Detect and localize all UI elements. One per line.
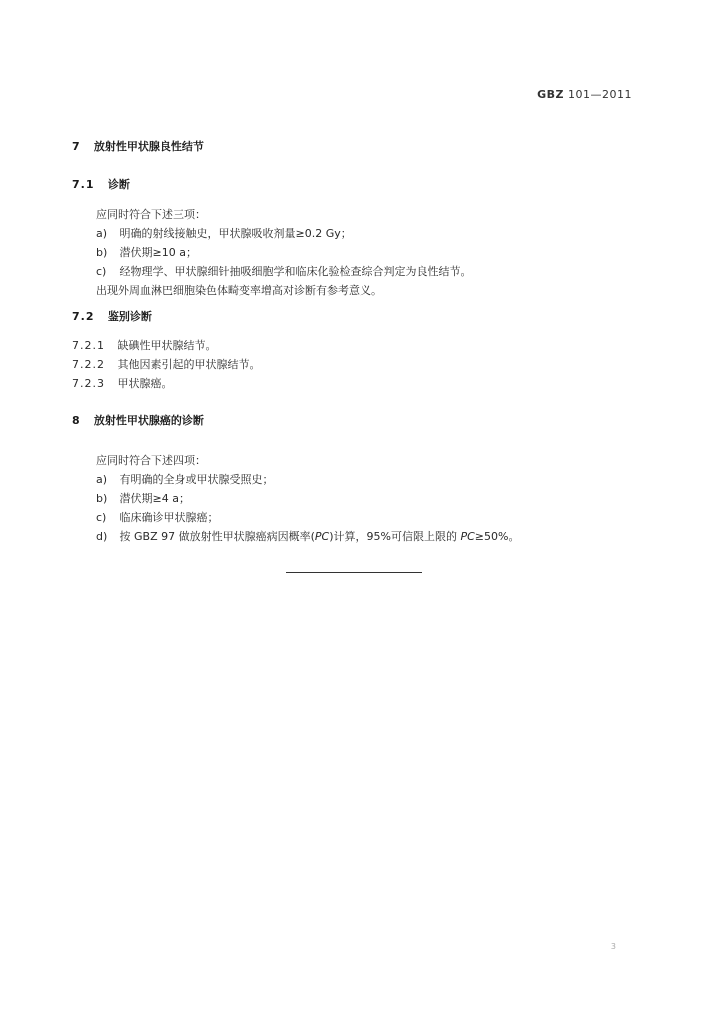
list-item-text: 有明确的全身或甲状腺受照史； xyxy=(119,473,274,486)
list-item xyxy=(96,490,190,506)
end-rule xyxy=(286,572,422,573)
text-run: ≥50%。 xyxy=(474,530,520,543)
list-item xyxy=(96,509,219,525)
subsection-number: 7.2.2 xyxy=(72,358,105,371)
subsection-text: 其他因素引起的甲状腺结节。 xyxy=(117,358,261,371)
section-7-1-heading xyxy=(72,176,130,192)
subsection-item xyxy=(72,356,261,372)
text-run: )计算，95%可信限上限的 xyxy=(329,530,461,543)
subsection-text: 缺碘性甲状腺结节。 xyxy=(117,339,217,352)
standard-prefix: GBZ xyxy=(537,88,564,101)
section-8-heading xyxy=(72,412,204,428)
list-item-text: 潜伏期≥4 a； xyxy=(119,492,190,505)
list-item-text: 经物理学、甲状腺细针抽吸细胞学和临床化验检查综合判定为良性结节。 xyxy=(119,265,472,278)
subsection-number: 7.2.3 xyxy=(72,377,105,390)
list-item xyxy=(96,263,472,279)
list-item-text xyxy=(120,530,520,543)
list-item xyxy=(96,528,519,544)
section-title: 鉴别诊断 xyxy=(107,310,152,323)
subsection-number: 7.2.1 xyxy=(72,339,105,352)
section-title: 诊断 xyxy=(107,178,130,191)
list-item-label: a) xyxy=(96,473,108,486)
list-item-label: b) xyxy=(96,492,108,505)
list-item-label: b) xyxy=(96,246,108,259)
text-run: 按 GBZ 97 做放射性甲状腺癌病因概率( xyxy=(119,530,315,543)
section-number: 7 xyxy=(72,140,81,153)
list-item-label: d) xyxy=(96,530,108,543)
section-7-1-note: 出现外周血淋巴细胞染色体畸变率增高对诊断有参考意义。 xyxy=(96,284,382,297)
list-item-text: 潜伏期≥10 a； xyxy=(119,246,197,259)
section-7-1-intro: 应同时符合下述三项： xyxy=(96,208,206,221)
list-item xyxy=(96,244,197,260)
subsection-item xyxy=(72,375,173,391)
list-item-label: c) xyxy=(96,265,107,278)
standard-code-header xyxy=(537,88,632,101)
list-item-label: a) xyxy=(96,227,108,240)
section-number: 7.2 xyxy=(72,310,95,323)
list-item xyxy=(96,471,274,487)
section-number: 7.1 xyxy=(72,178,95,191)
standard-number: 101—2011 xyxy=(568,88,632,101)
section-title: 放射性甲状腺癌的诊断 xyxy=(93,414,204,427)
section-7-2-heading xyxy=(72,308,152,324)
list-item-text: 临床确诊甲状腺癌； xyxy=(119,511,219,524)
section-7-heading xyxy=(72,138,204,154)
section-number: 8 xyxy=(72,414,81,427)
subsection-item xyxy=(72,337,217,353)
page-number: 3 xyxy=(610,942,616,951)
list-item-text: 明确的射线接触史，甲状腺吸收剂量≥0.2 Gy； xyxy=(119,227,352,240)
subsection-text: 甲状腺癌。 xyxy=(117,377,173,390)
list-item xyxy=(96,225,352,241)
section-8-intro: 应同时符合下述四项： xyxy=(96,454,206,467)
pc-symbol: PC xyxy=(460,530,475,543)
section-title: 放射性甲状腺良性结节 xyxy=(93,140,204,153)
list-item-label: c) xyxy=(96,511,107,524)
pc-symbol: PC xyxy=(314,530,330,543)
